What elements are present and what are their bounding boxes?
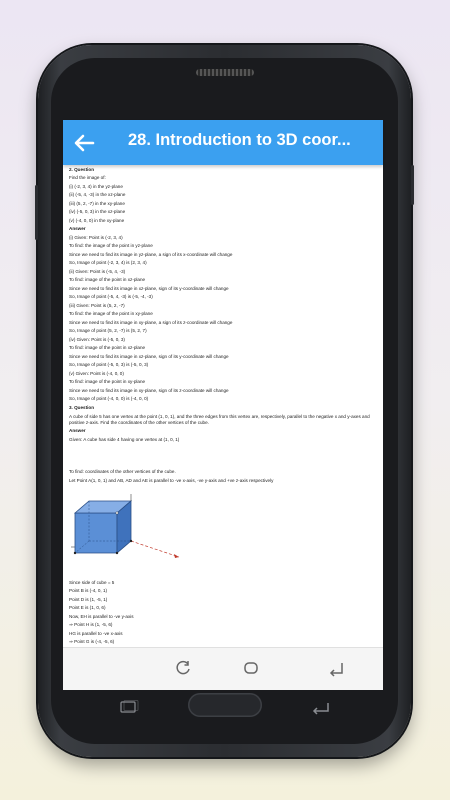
back-icon	[310, 700, 330, 714]
content-line: ⇒ Point H is (1, -5, 6)	[69, 622, 113, 628]
recent-apps-icon	[176, 660, 192, 676]
answer-label: Answer	[69, 428, 86, 434]
content-line: Since we need to find its image in xy-plane, a sign of its z-coordinate will change	[69, 319, 233, 325]
back-nav-icon	[328, 660, 344, 676]
nav-back-button[interactable]	[328, 660, 344, 676]
volume-key	[35, 185, 38, 240]
content-line: HG is parallel to -ve x-axis	[69, 630, 123, 636]
content-line: To find: image of the point in xz-plane	[69, 345, 146, 351]
content-line: Since we need to find its image in xz-plane, sign of its y-coordinate will change	[69, 285, 229, 291]
content-line: (ii) (-5, 4, -3) in the xz-plane	[69, 192, 126, 198]
article-content[interactable]	[69, 168, 377, 648]
content-line: To find: image of the point in xy-plane	[69, 379, 146, 385]
content-line: So, Image of point (-2, 3, 4) is (2, 3, 4)	[69, 260, 147, 266]
content-line: Since we need to find its image in xz-plane, sign of its y-coordinate will change	[69, 353, 229, 359]
content-line: Point B is (-4, 0, 1)	[69, 588, 108, 594]
earpiece-speaker	[196, 69, 254, 76]
content-line: (iv) (-5, 0, 3) in the xz-plane	[69, 209, 126, 215]
to-find-line: To find: coordinates of the other vertices of the cube.	[69, 469, 176, 475]
phone-frame	[38, 45, 411, 757]
solution-lines	[69, 168, 377, 410]
android-nav-bar	[63, 647, 383, 690]
content-line: So, Image of point (-5, 4, -3) is (-5, -4, -3)	[69, 294, 153, 300]
power-key	[411, 165, 414, 205]
home-icon	[243, 660, 259, 676]
solution-lines-continued	[69, 581, 377, 653]
let-line: Let Point A(1, 0, 1) and AB, AD and AE is parallel to -ve x-axis, -ve y-axis and +ve z-axis respectively	[69, 477, 274, 483]
nav-recent-button[interactable]	[176, 660, 192, 676]
content-line: (iii) (5, 2, -7) in the xy-plane	[69, 200, 125, 206]
blank-space	[69, 446, 377, 470]
content-line: (iv) Given: Point is (-5, 0, 3)	[69, 336, 125, 342]
content-line: So, Image of point (-4, 0, 0) is (-4, 0, 0)	[69, 396, 149, 402]
cube-figure	[69, 491, 199, 573]
content-line: Point D is (1, -5, 1)	[69, 596, 108, 602]
content-line: To find: the image of the point in xy-plane	[69, 311, 153, 317]
hardware-recent-button[interactable]	[118, 700, 138, 714]
hardware-back-button[interactable]	[310, 700, 330, 714]
back-button[interactable]	[69, 128, 99, 158]
content-line: To find: image of the point in xz-plane	[69, 277, 146, 283]
content-line: So, Image of point (-5, 0, 3) is (-5, 0, 3)	[69, 362, 149, 368]
content-line: Point E is (1, 0, 6)	[69, 605, 106, 611]
content-line: 3. Question	[69, 404, 95, 410]
page-title: 28. Introduction to 3D coor...	[128, 131, 351, 149]
content-line: (v) Given: Point is (-4, 0, 0)	[69, 370, 124, 376]
content-line: Answer	[69, 226, 86, 232]
app-bar	[63, 120, 383, 165]
content-line: ⇒ Point G is (-4, -5, 6)	[69, 639, 115, 645]
content-line: Since side of cube = 5	[69, 579, 115, 585]
content-line: (i) Given: Point is (-2, 3, 4)	[69, 234, 123, 240]
content-line: (ii) Given: Point is (-5, 4, -3)	[69, 268, 126, 274]
content-line: (v) (-4, 0, 0) in the xy-plane	[69, 217, 125, 223]
content-line: 2. Question	[69, 167, 95, 172]
content-line: To find: the image of the point in yz-plane	[69, 243, 153, 249]
app-screen	[63, 120, 383, 690]
content-line: (i) (-2, 3, 4) in the yz-plane	[69, 183, 123, 189]
hardware-home-button[interactable]	[188, 693, 262, 717]
content-line: So, Image of point (5, 2, -7) is (5, 2, 7)	[69, 328, 147, 334]
content-line: Now, EH is parallel to -ve y-axis	[69, 613, 134, 619]
question-3-text: A cube of side 5 has one vertex at the point (1, 0, 1), and the three edges from this vertex are, respectively, parallel to the negative x and y-axes and positive z-axis. Find the coordinates of the other vertices of the cube.	[69, 414, 370, 425]
content-line: Since we need to find its image in xy-plane, sign of its z-coordinate will change	[69, 387, 229, 393]
given-line: Given: A cube has side 4 having one vertex at (1, 0, 1)	[69, 436, 180, 442]
content-line: Find the image of:	[69, 175, 106, 181]
arrow-back-icon	[69, 128, 99, 158]
content-line: (iii) Given: Point is (5, 2, -7)	[69, 302, 125, 308]
content-line: Since we need to find its image in yz-plane, a sign of its x-coordinate will change	[69, 251, 233, 257]
recent-apps-icon	[118, 700, 138, 714]
nav-home-button[interactable]	[243, 660, 259, 676]
